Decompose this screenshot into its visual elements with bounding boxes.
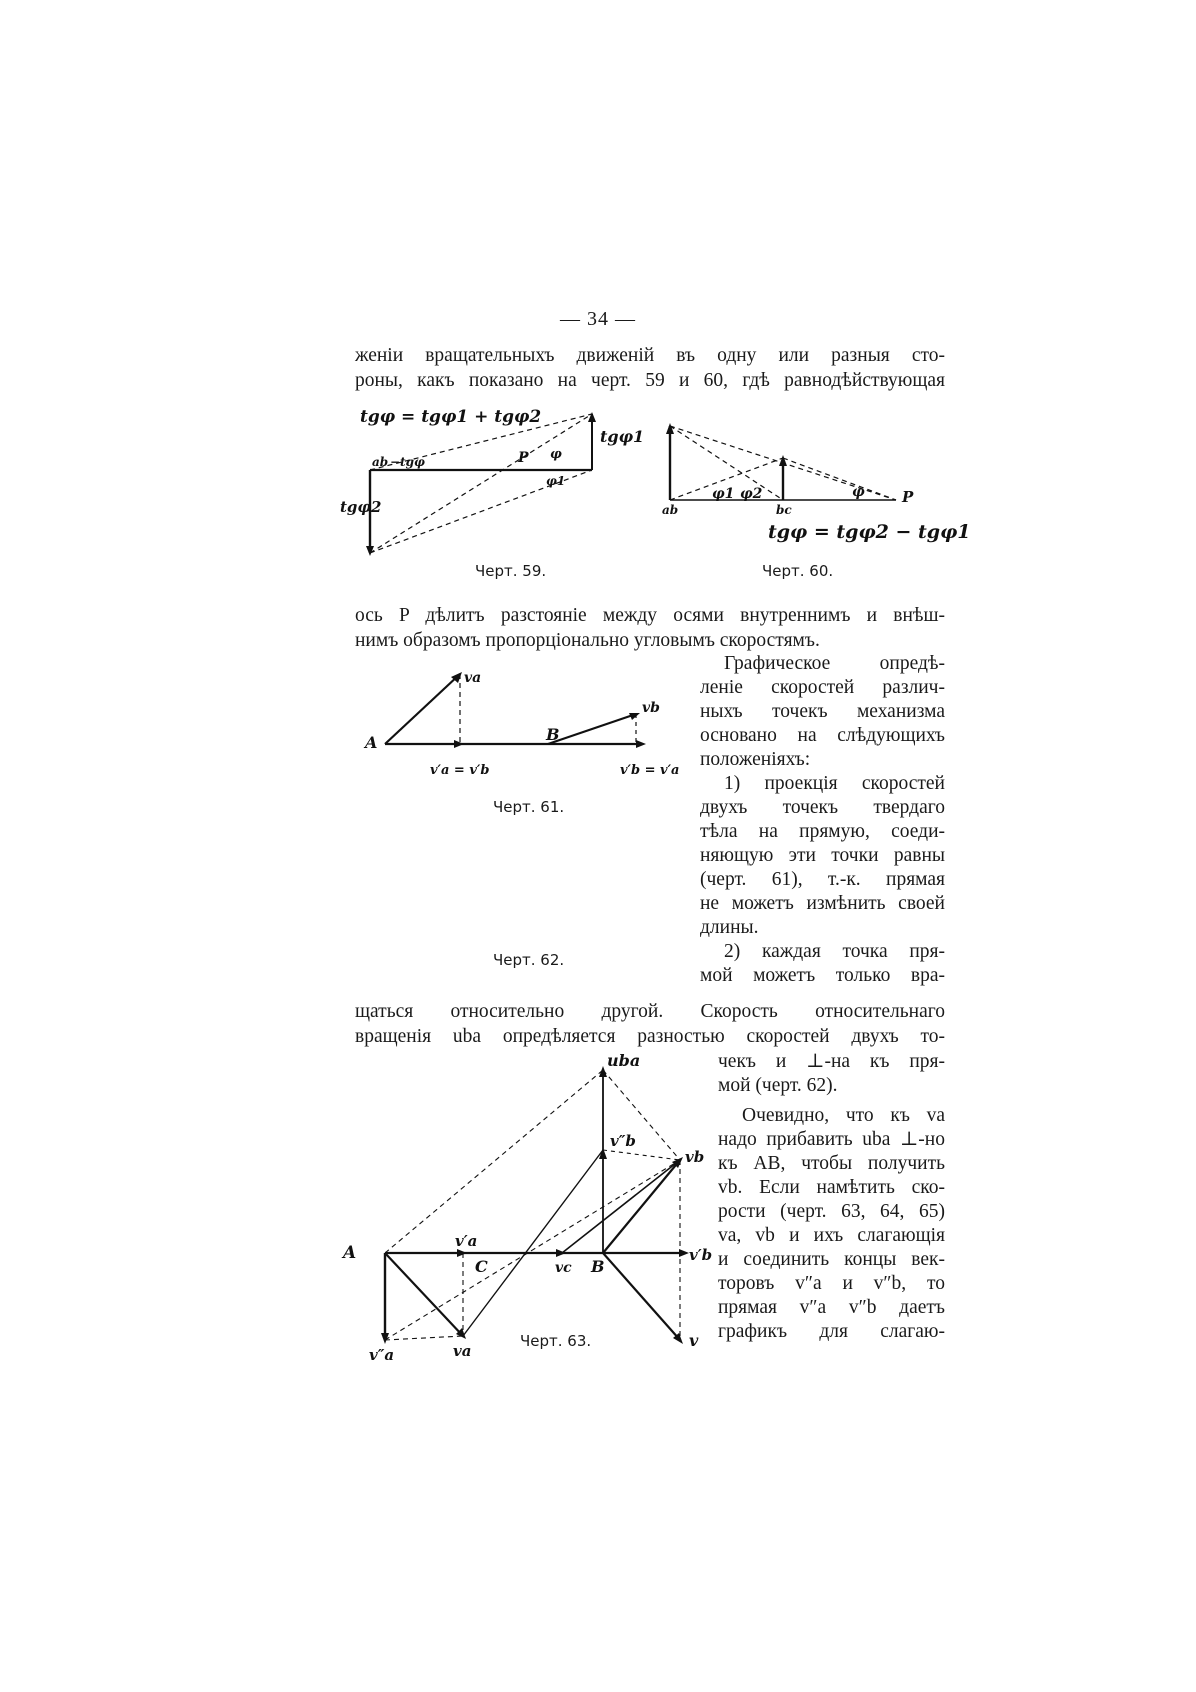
caption-fig62: Черт. 62. [493,951,565,969]
figure-61 [360,660,680,790]
fig63-label-v1b: v′b [689,1246,713,1264]
fig63-label-A: A [343,1243,357,1263]
fig63-label-v2b: v″b [610,1132,636,1150]
text-line: va, vb и ихъ слагающія [718,1225,945,1246]
text-line: графикъ для слагаю- [718,1321,945,1342]
fig60-label-diff: tgφ = tgφ2 − tgφ1 [768,521,971,543]
fig59-label-tg2: tgφ2 [340,498,382,516]
fig59-label-ab: ab [372,455,389,469]
text-line: (черт. 61), т.-к. прямая [700,869,945,890]
fig61-label-A: A [365,733,378,752]
fig63-label-B: B [591,1257,605,1276]
fig59-label-phi: φ [550,447,562,462]
text-line: чекъ и ⊥-на къ пря- [718,1051,945,1072]
fig60-label-phi2: φ2 [740,486,763,502]
text-line: и соединить концы век- [718,1249,945,1270]
fig60-label-phi1: φ1 [712,486,735,502]
fig61-label-B: B [546,725,560,744]
text-line: рости (черт. 63, 64, 65) [718,1201,945,1222]
fig63-label-v1a: v′a [455,1232,478,1250]
fig61-label-vb: vb [642,700,660,716]
text-line: мой (черт. 62). [718,1075,838,1096]
text-line: Очевидно, что къ va [742,1105,945,1126]
fig61-label-proj-b: v′b = v′a [620,763,680,778]
fig63-label-va: va [453,1342,472,1360]
figure-59 [340,400,645,570]
caption-fig60: Черт. 60. [762,562,834,580]
text-line: vb. Если намѣтить ско- [718,1177,945,1198]
caption-fig59: Черт. 59. [475,562,547,580]
fig63-label-uba: uba [607,1051,641,1070]
text-line: ныхъ точекъ механизма [700,701,945,722]
text-line: торовъ v″a и v″b, то [718,1273,945,1294]
text-line: къ AB, чтобы получить [718,1153,945,1174]
fig63-label-v: v [689,1331,699,1350]
fig63-label-C: C [475,1257,488,1276]
fig60-label-phi: φ [852,484,865,500]
fig59-label-neg: −tgφ [390,455,425,469]
fig59-label-P: P [518,450,529,466]
text-line: вращенія uba опредѣляется разностью скоростей двухъ то- [355,1026,945,1047]
text-line: женіи вращательныхъ движеній въ одну или разныя сто- [355,345,945,366]
fig61-label-va: va [464,670,482,686]
text-line: положеніяхъ: [700,749,811,770]
page-number: — 34 — [560,308,636,330]
text-line: длины. [700,917,759,938]
text-line: нимъ образомъ пропорціонально угловымъ скоростямъ. [355,630,820,651]
text-line: тѣла на прямую, соеди- [700,821,945,842]
caption-fig61: Черт. 61. [493,798,565,816]
text-line: леніе скоростей различ- [700,677,945,698]
caption-fig63: Черт. 63. [520,1332,592,1350]
text-line: роны, какъ показано на черт. 59 и 60, гдѣ равнодѣйствующая [355,370,945,391]
text-line: мой можетъ только вра- [700,965,945,986]
text-line: щаться относительно другой. Скорость относительнаго [355,1001,945,1022]
fig59-label-phi1: φ1 [546,474,566,488]
right-column-2 [718,1050,945,1344]
text-line: 2) каждая точка пря- [724,941,945,962]
text-line: 1) проекція скоростей [724,773,945,794]
fig63-label-vb: vb [685,1148,705,1166]
fig61-label-proj-a: v′a = v′b [430,763,490,778]
fig59-label-tg1: tgφ1 [600,427,645,446]
figure-60 [660,410,971,550]
figure-63 [343,1050,713,1370]
text-line: надо прибавить uba ⊥-но [718,1129,945,1150]
fig63-label-vc: vc [555,1260,572,1276]
fig60-label-P: P [902,488,914,506]
fig60-label-ab: ab [662,503,679,517]
fig60-label-bc: bc [776,503,792,517]
text-line: не можетъ измѣнить своей [700,893,945,914]
text-line: няющую эти точки равны [700,845,945,866]
text-line: прямая v″a v″b даетъ [718,1297,945,1318]
fig63-label-v2a: v″a [369,1346,395,1364]
fig59-label-sum: tgφ = tgφ1 + tgφ2 [360,407,542,427]
text-line: двухъ точекъ твердаго [700,797,945,818]
right-column-1 [700,652,945,988]
text-line: Графическое опредѣ- [724,653,945,674]
text-line: ось P дѣлитъ разстояніе между осями внутреннимъ и внѣш- [355,605,945,626]
text-line: основано на слѣдующихъ [700,725,945,746]
